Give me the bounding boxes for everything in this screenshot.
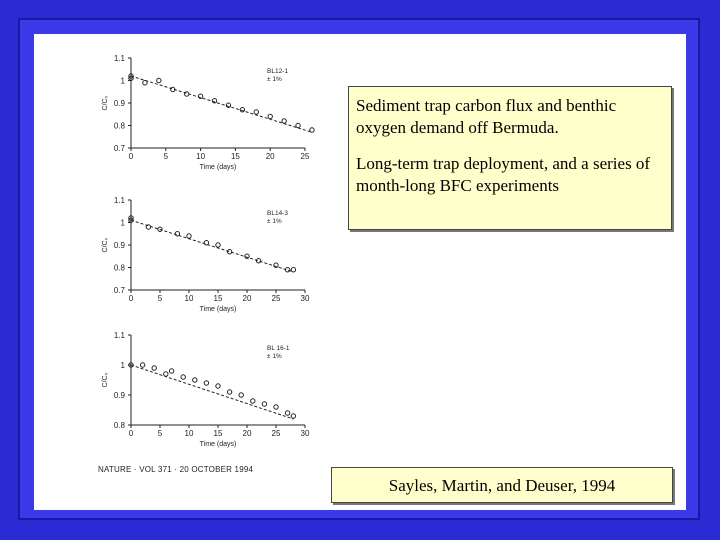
- callout-text-2: Long-term trap deployment, and a series of month-long BFC experiments: [356, 154, 651, 195]
- legend-label: BL14-3: [267, 210, 288, 217]
- data-point: [291, 268, 295, 272]
- data-point: [175, 232, 179, 236]
- y-axis-label: C/C₀: [102, 372, 109, 388]
- y-tick-label: 1: [120, 361, 125, 370]
- y-tick-label: 1: [120, 218, 125, 228]
- x-tick-label: 15: [213, 294, 223, 303]
- data-point: [181, 375, 185, 379]
- data-point: [193, 378, 197, 382]
- data-point: [187, 234, 191, 238]
- y-tick-label: 0.8: [113, 421, 125, 430]
- legend-label: BL12-1: [267, 68, 288, 75]
- data-point: [152, 366, 156, 370]
- x-tick-label: 25: [271, 429, 281, 438]
- y-tick-label: 0.9: [113, 241, 125, 250]
- source-note: NATURE · VOL 371 · 20 OCTOBER 1994: [98, 465, 254, 474]
- x-axis-label: Time (days): [199, 164, 237, 171]
- data-point: [184, 92, 188, 96]
- legend-label: ± 1%: [267, 76, 282, 83]
- data-point: [254, 110, 258, 114]
- fit-line: [131, 76, 312, 132]
- data-point: [262, 402, 266, 406]
- legend-label: BL 16-1: [267, 345, 290, 352]
- data-point: [296, 123, 300, 127]
- legend-label: ± 1%: [267, 218, 282, 225]
- data-point: [240, 108, 244, 112]
- legend-label: ± 1%: [267, 353, 282, 360]
- x-tick-label: 20: [242, 294, 252, 303]
- callout-text-1: Sediment trap carbon flux and benthic oxygen demand off Bermuda.: [356, 96, 617, 137]
- x-tick-label: 30: [300, 429, 310, 438]
- data-point: [204, 381, 208, 385]
- y-tick-label: 0.9: [113, 99, 125, 108]
- y-tick-label: 0.7: [113, 286, 125, 295]
- y-tick-label: 1: [120, 76, 125, 86]
- x-tick-label: 20: [265, 152, 275, 161]
- data-point: [310, 128, 314, 132]
- x-tick-label: 5: [163, 152, 169, 161]
- fit-line: [131, 365, 293, 419]
- data-point: [291, 414, 295, 418]
- data-point: [216, 243, 220, 247]
- x-axis-label: Time (days): [199, 306, 237, 313]
- data-point: [157, 78, 161, 82]
- data-point: [169, 369, 173, 373]
- data-point: [285, 411, 289, 415]
- data-point: [146, 225, 150, 229]
- data-point: [239, 393, 243, 397]
- y-tick-label: 1.1: [113, 331, 125, 340]
- x-tick-label: 20: [242, 429, 252, 438]
- x-tick-label: 25: [271, 294, 281, 303]
- y-axis-label: C/C₀: [102, 95, 109, 111]
- data-point: [204, 241, 208, 245]
- y-tick-label: 0.9: [113, 391, 125, 400]
- fit-line: [131, 220, 293, 272]
- x-tick-label: 5: [157, 294, 163, 303]
- x-tick-label: 10: [184, 429, 194, 438]
- y-tick-label: 0.8: [113, 263, 125, 273]
- x-tick-label: 0: [128, 294, 134, 303]
- y-tick-label: 0.7: [113, 144, 125, 153]
- x-tick-label: 5: [157, 429, 163, 438]
- data-point: [216, 384, 220, 388]
- chart-panel-bl14-3: [95, 190, 335, 315]
- chart-panel-bl16-1: [95, 325, 335, 450]
- data-point: [227, 390, 231, 394]
- description-callout: [348, 86, 672, 230]
- y-tick-label: 1.1: [113, 196, 125, 205]
- x-tick-label: 15: [230, 152, 240, 161]
- y-axis-label: C/C₀: [102, 237, 109, 253]
- data-point: [274, 405, 278, 409]
- chart-svg: [95, 325, 335, 450]
- data-point: [227, 250, 231, 254]
- data-point: [268, 114, 272, 118]
- x-tick-label: 15: [213, 429, 223, 438]
- y-tick-label: 0.8: [113, 121, 125, 131]
- citation-callout: Sayles, Martin, and Deuser, 1994: [331, 467, 673, 503]
- data-point: [164, 372, 168, 376]
- x-tick-label: 0: [128, 429, 134, 438]
- x-tick-label: 10: [196, 152, 206, 161]
- data-point: [251, 399, 255, 403]
- chart-panel-bl12-1: [95, 48, 335, 173]
- data-point: [245, 254, 249, 258]
- x-tick-label: 25: [300, 152, 310, 161]
- x-axis-label: Time (days): [199, 441, 237, 448]
- chart-svg: [95, 190, 335, 315]
- data-point: [140, 363, 144, 367]
- data-point: [282, 119, 286, 123]
- y-tick-label: 1.1: [113, 54, 125, 63]
- x-tick-label: 0: [128, 152, 134, 161]
- data-point: [143, 81, 147, 85]
- x-tick-label: 10: [184, 294, 194, 303]
- x-tick-label: 30: [300, 294, 310, 303]
- chart-svg: [95, 48, 335, 173]
